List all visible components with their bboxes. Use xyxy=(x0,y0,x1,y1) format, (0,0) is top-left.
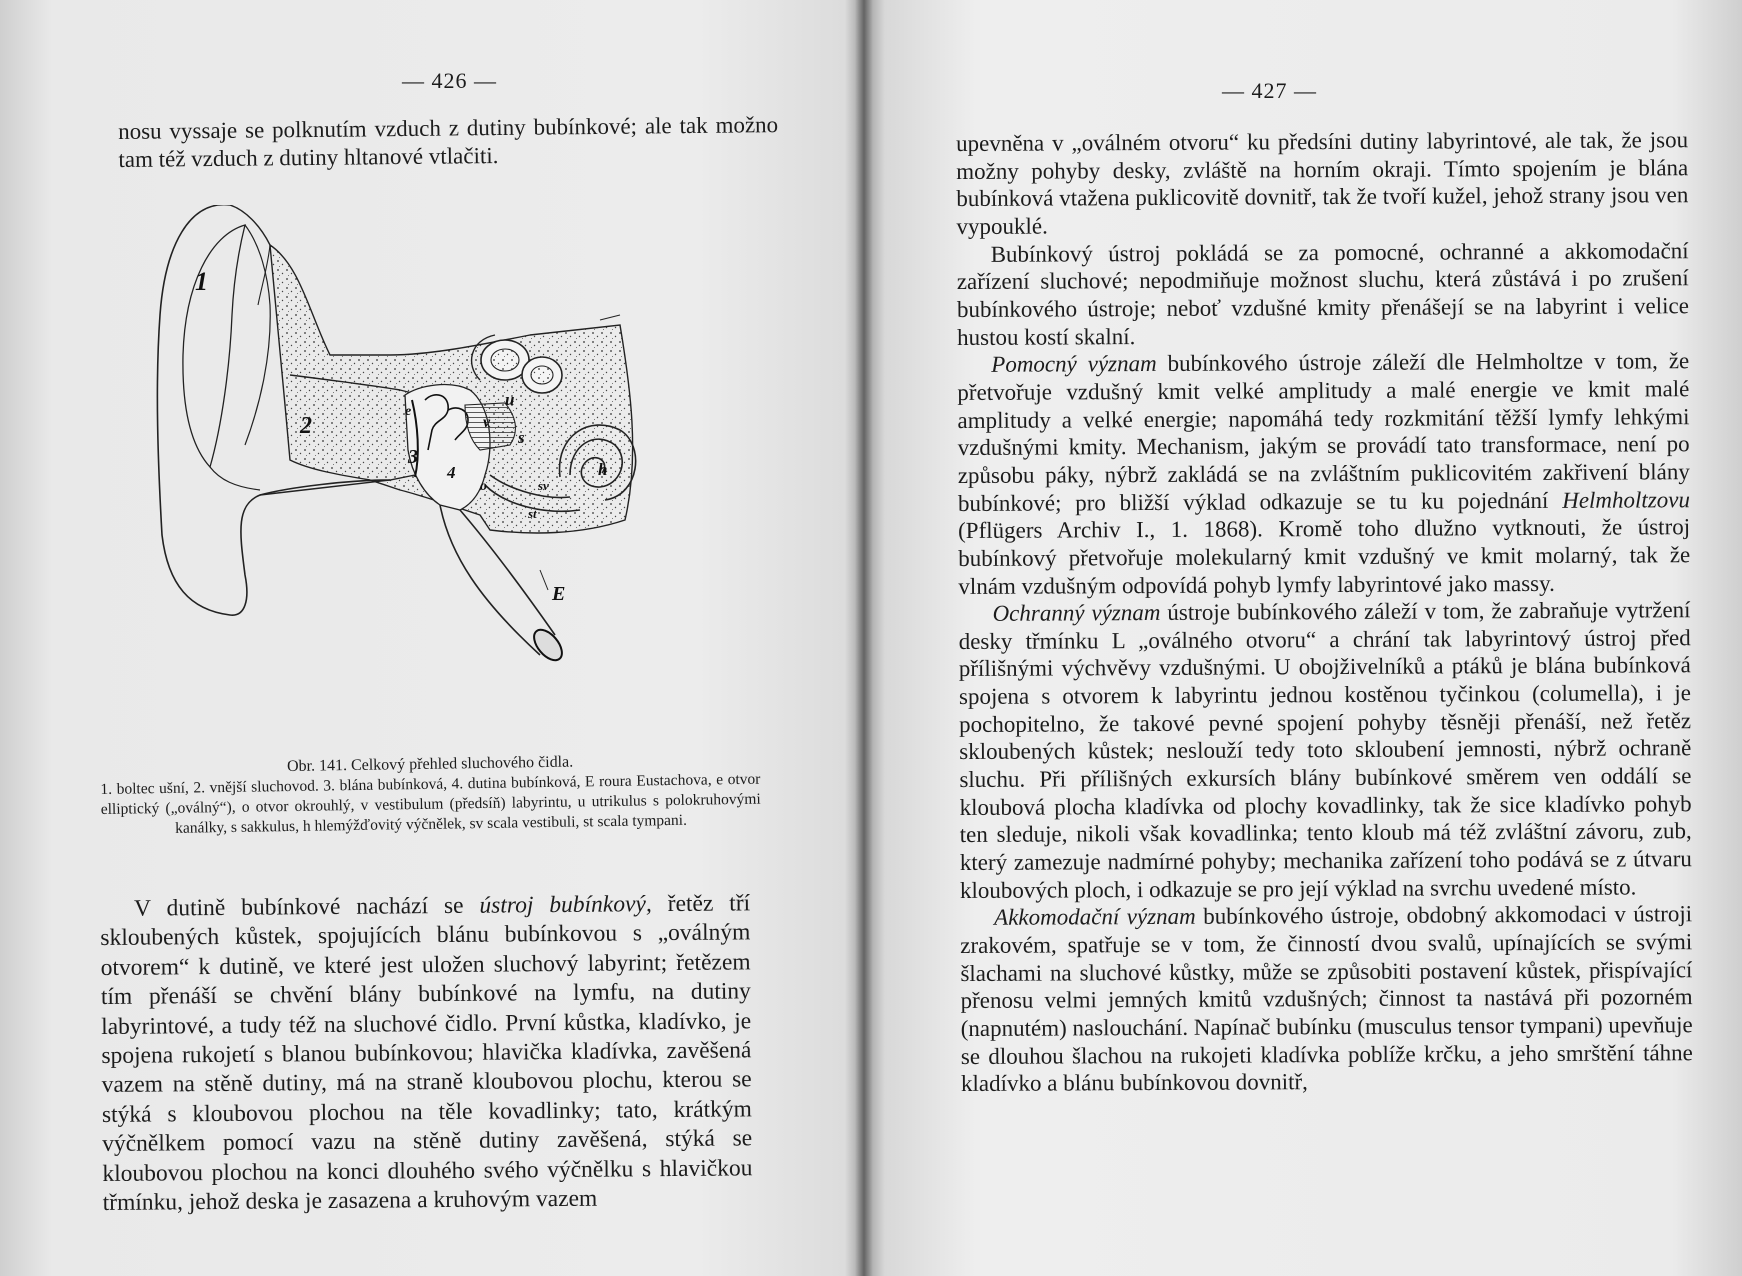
label-helicotrema: h xyxy=(598,460,608,479)
right-page xyxy=(870,0,1742,1276)
label-saccule: s xyxy=(518,428,525,447)
pinna-antihelix xyxy=(245,225,270,445)
paragraph-text: Bubínkový ústroj pokládá se za pomocné, ochranné a akkomodační zařízení sluchové; nepodmiňuje možnost sluchu, která zůstává i po zrušení bubínkového ústroje; neboť vzdušné kmity přenášejí se na labyrint i velice hustou kostí skalní. xyxy=(956,237,1689,350)
figure-caption xyxy=(100,750,761,840)
left-main-paragraph xyxy=(100,889,753,1218)
page-number-right: — 427 — xyxy=(1222,78,1317,103)
label-membrane: 3 xyxy=(408,446,418,468)
italic-term: Pomocný význam xyxy=(991,351,1157,378)
label-canal: 2 xyxy=(300,413,312,439)
pinna-fold xyxy=(183,225,245,467)
paragraph-text: upevněna v „oválném otvoru“ ku předsíni dutiny labyrintové, ale tak, že jsou možny pohyby desky, zvláště na horním okraji. Tímto spojením je blána bubínková vtažena puklicovitě dovnitř, tak že tvoří kužel, jehož strany jsou ven vypouklé. xyxy=(956,127,1689,239)
text-run: řetěz tří skloubených kůstek, spojujících blánu bubínkovou s „oválným otvorem“ k dutině, ve které jest uložen sluchový labyrint; řetězem tím přenáší se chvění blány bubínkové na lymfu, na dutiny labyrintové, a tudy též na sluchové čidlo. První kůstka, kladívko, je spojena rukojetí s blanou bubínkovou; hlavička kladívka, zavěšená vazem na stěně dutiny, má na straně kloubovou plochu, kterou se stýká s kloubovou plochou na těle kovadlinky; tato, krátkým výčnělkem pomocí vazu na stěně dutiny zavěšená, stýká se kloubovou plochou na konci dlouhého svého výčnělku s hlavičkou třmínku, jehož deska je zasazena a kruhovým vazem xyxy=(100,890,753,1217)
caption-title: Obr. 141. Celkový přehled sluchového čidla. xyxy=(286,753,574,776)
italic-term: Akkomodační význam xyxy=(994,904,1196,931)
right-text-block xyxy=(956,126,1693,1098)
left-top-paragraph xyxy=(118,111,779,173)
text-run: ústroje bubínkového záleží v tom, že zabraňuje vytržení desky třmínku L „oválného otvoru“ a chrání tak labyrintový ústroj před přílišnými výchvěvy vzdušnými. U obojživelníků a ptáků je blána bubínková spojena s otvorem k labyrintu jednou kostěnou tyčinkou (columella), i je pochopitelno, že takové pevné spojení pohyby těsněji přenáší, než řetěz skloubených kůstek; neslouží tedy toto skloubení jemnosti, nýbrž ochraně sluchu. Při přílišných exkursích blány bubínkové směrem ven oddálí se kloubová plocha kladívka od plochy kovadlinky, tak že sice kladívko pohyb ten sleduje, nikoli však kovadlinka; tento kloub má též zvláštní závoru, zub, který zamezuje nadmírné pohyby; mechanika zařízení toho podává se z útvaru kloubových ploch, i odkazuje se pro její výklad na svrchu uvedené místo. xyxy=(958,597,1692,903)
italic-term: Ochranný význam xyxy=(992,600,1161,626)
label-cavity: 4 xyxy=(447,463,456,482)
paragraph-text: nosu vyssaje se polknutím vzduch z dutiny bubínkové; ale tak možno tam též vzduch z dutiny hltanové vtlačiti. xyxy=(118,112,779,172)
paragraph-text xyxy=(957,347,1690,600)
ear-anatomy-figure xyxy=(150,205,700,750)
caption-body: 1. boltec ušní, 2. vnější sluchovod. 3. blána bubínková, 4. dutina bubínková, E roura Eustachova, e otvor elliptický („oválný“), o otvor okrouhlý, v vestibulum (předsíň) labyrintu, u utrikulus s polokruhovými kanálky, s sakkulus, h hlemýžďovitý výčnělek, sv scala vestibuli, st scala tympani. xyxy=(100,770,761,837)
eustachian-tube-opening xyxy=(529,625,567,665)
text-run: (Pflügers Archiv I., 1. 1868). Kromě toho dlužno vytknouti, že ústroj bubínkový přetvořuje molekularný kmit vzdušný ve kmit molarný, tak že vlnám vzdušným odpovídá pohyb lymfy labyrintové jako massy. xyxy=(958,514,1691,599)
text-run: bubínkového ústroje záleží dle Helmholtze v tom, že přetvořuje vzdušný kmit velké amplitudy a malé energie ve kmit malé amplitudy a velké energie; napomáhá tedy rozkmitání těžší lymfy lehkými vzdušnými kmity. Mechanism, jakým se provádí tato transformace, není po způsobu páky, nýbrž zakládá se na zvláštním puklicovitém zakřivení blány bubínkové; pro bližší výklad odkazuje se tu ku pojednání xyxy=(957,348,1690,516)
label-vestibule: v xyxy=(483,414,491,431)
paragraph-text xyxy=(958,596,1692,904)
label-oval: e xyxy=(405,404,412,419)
label-utricle: u xyxy=(505,390,515,409)
page-number-left: — 426 — xyxy=(402,68,497,93)
paragraph-text xyxy=(100,889,753,1218)
text-run: V dutině bubínkové nachází se xyxy=(134,892,464,922)
italic-term: ústroj bubínkový, xyxy=(479,891,652,919)
label-round: o xyxy=(480,479,487,494)
paragraph-text xyxy=(960,901,1693,1098)
label-pinna: 1 xyxy=(195,267,208,296)
left-page xyxy=(0,0,860,1276)
text-run: bubínkového ústroje, obdobný akkomodaci v ústroji zrakovém, spatřuje se v tom, že činností dvou svalů, upínajících se svými šlachami na sluchové kůstky, může se způsobiti postavení kůstek, přispívající přenosu velmi jemných kmitů vzdušných; činnost ta nastává při pozorném (napnutém) naslouchání. Napínač bubínku (musculus tensor tympani) upevňuje se dlouhou šlachou na rukojeti kladívka poblíže krčku, a jeho smrštění táhne kladívko a blánu bubínkovou dovnitř, xyxy=(960,901,1693,1097)
italic-term: Helmholtzovu xyxy=(1562,486,1691,513)
label-scala-tympani: st xyxy=(528,506,537,521)
label-eustachian: E xyxy=(552,583,566,605)
ear-diagram xyxy=(150,205,700,750)
label-scala-vestibuli: sv xyxy=(538,478,549,493)
